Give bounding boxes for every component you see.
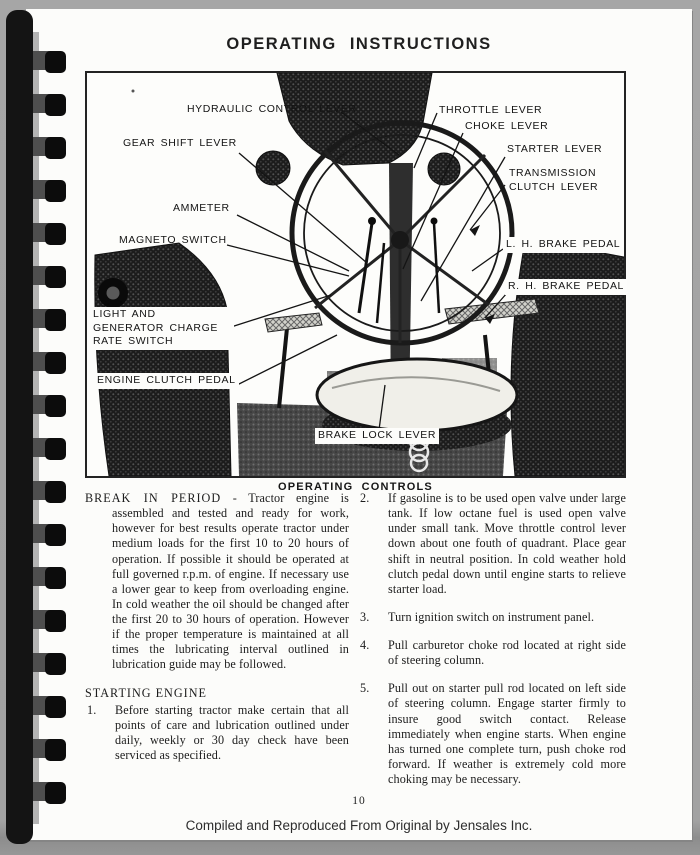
page-number: 10 [352,795,366,807]
step-text: Pull out on starter pull rod located on left side of steering column. Engage starter firmly to insure good switch contact. Release immediately when engine starts. When engine has turned one complete turn, push choke rod forward. If weather is extremely cold more choking may be necessary. [388,681,626,786]
figure-caption: OPERATING CONTROLS [278,481,433,493]
figure-label-choke-lever: CHOKE LEVER [465,120,549,132]
step-text: Before starting tractor make certain that all points of care and lubrication outlined under daily, weekly or 30 day check have been serviced as specified. [115,702,349,762]
right-column [358,491,626,800]
step-item-3 [358,610,626,625]
step-number: 2. [360,491,370,505]
break-in-paragraph [85,491,349,673]
figure-label-light-generator-switch: LIGHT AND GENERATOR CHARGE RATE SWITCH [90,307,234,350]
seat-pan [317,359,517,431]
steering-hub [391,231,409,249]
lever-knob [368,217,376,225]
left-bracket [265,313,322,332]
scan-speck [132,90,135,93]
figure-label-gear-shift-lever: GEAR SHIFT LEVER [123,137,237,149]
clutch-pedal-rod [279,328,287,408]
step-item-2 [358,491,626,597]
figure-label-throttle-lever: THROTTLE LEVER [439,104,543,116]
left-column [85,491,349,776]
step-number: 3. [360,609,370,624]
manual-page [26,9,692,840]
lever-knob [431,218,438,225]
binding-spine [6,10,33,844]
fuel-tank [277,73,432,165]
step-number: 1. [87,702,97,717]
figure-label-starter-lever: STARTER LEVER [507,143,603,155]
figure-label-brake-lock-lever: BRAKE LOCK LEVER [315,428,439,444]
break-in-text: - Tractor engine is assembled and tested and ready for work, however for best results operate tractor under medium loads for the first 10 to 20 hours of operation. If possible it should be operated at full governed r.p.m. of engine. If necessary use a lower gear to keep from overloading engine. In cold weather the oil should be changed after the first 20 to 30 hours of operation. However if the proper temperature is maintained at all times the lubricating interval outlined in lubrication guide may be followed. [112,491,349,672]
step-item-5 [358,681,626,787]
headlamp-lens [107,287,120,300]
step-text: Turn ignition switch on instrument panel. [388,609,595,624]
arrowhead [470,225,480,236]
page-title: OPERATING INSTRUCTIONS [226,35,492,53]
step-number: 5. [360,681,370,696]
right-knob [428,153,460,185]
figure-label-transmission-clutch-lever: TRANSMISSION CLUTCH LEVER [509,167,599,193]
starting-engine-heading: STARTING ENGINE [85,685,207,700]
step-item-4 [358,638,626,668]
left-fender [95,243,231,476]
figure-label-ammeter: AMMETER [173,202,230,214]
break-in-heading: BREAK IN PERIOD [85,491,222,505]
operating-controls-figure [85,71,626,493]
left-knob [256,151,290,185]
step-text: If gasoline is to be used open valve under large tank. If low octane fuel is used open valve under small tank. Move throttle control lever down about one fouth of quadrant. Place gear shift in neutral position. In cold weather hold clutch pedal down until engine starts to relieve starter load. [388,491,626,596]
figure-label-hydraulic-control-lever: HYDRAULIC CONTROL LEVER [187,103,357,115]
step-text: Pull carburetor choke rod located at right side of steering column. [388,638,626,668]
figure-label-lh-brake-pedal: L. H. BRAKE PEDAL [503,237,623,253]
figure-label-rh-brake-pedal: R. H. BRAKE PEDAL [505,279,627,295]
figure-label-magneto-switch: MAGNETO SWITCH [119,234,227,246]
step-item-1 [85,703,349,764]
figure-label-engine-clutch-pedal: ENGINE CLUTCH PEDAL [94,373,239,389]
comb-binding [2,8,74,846]
footer-credit: Compiled and Reproduced From Original by Jensales Inc. [185,818,533,833]
step-number: 4. [360,638,370,652]
